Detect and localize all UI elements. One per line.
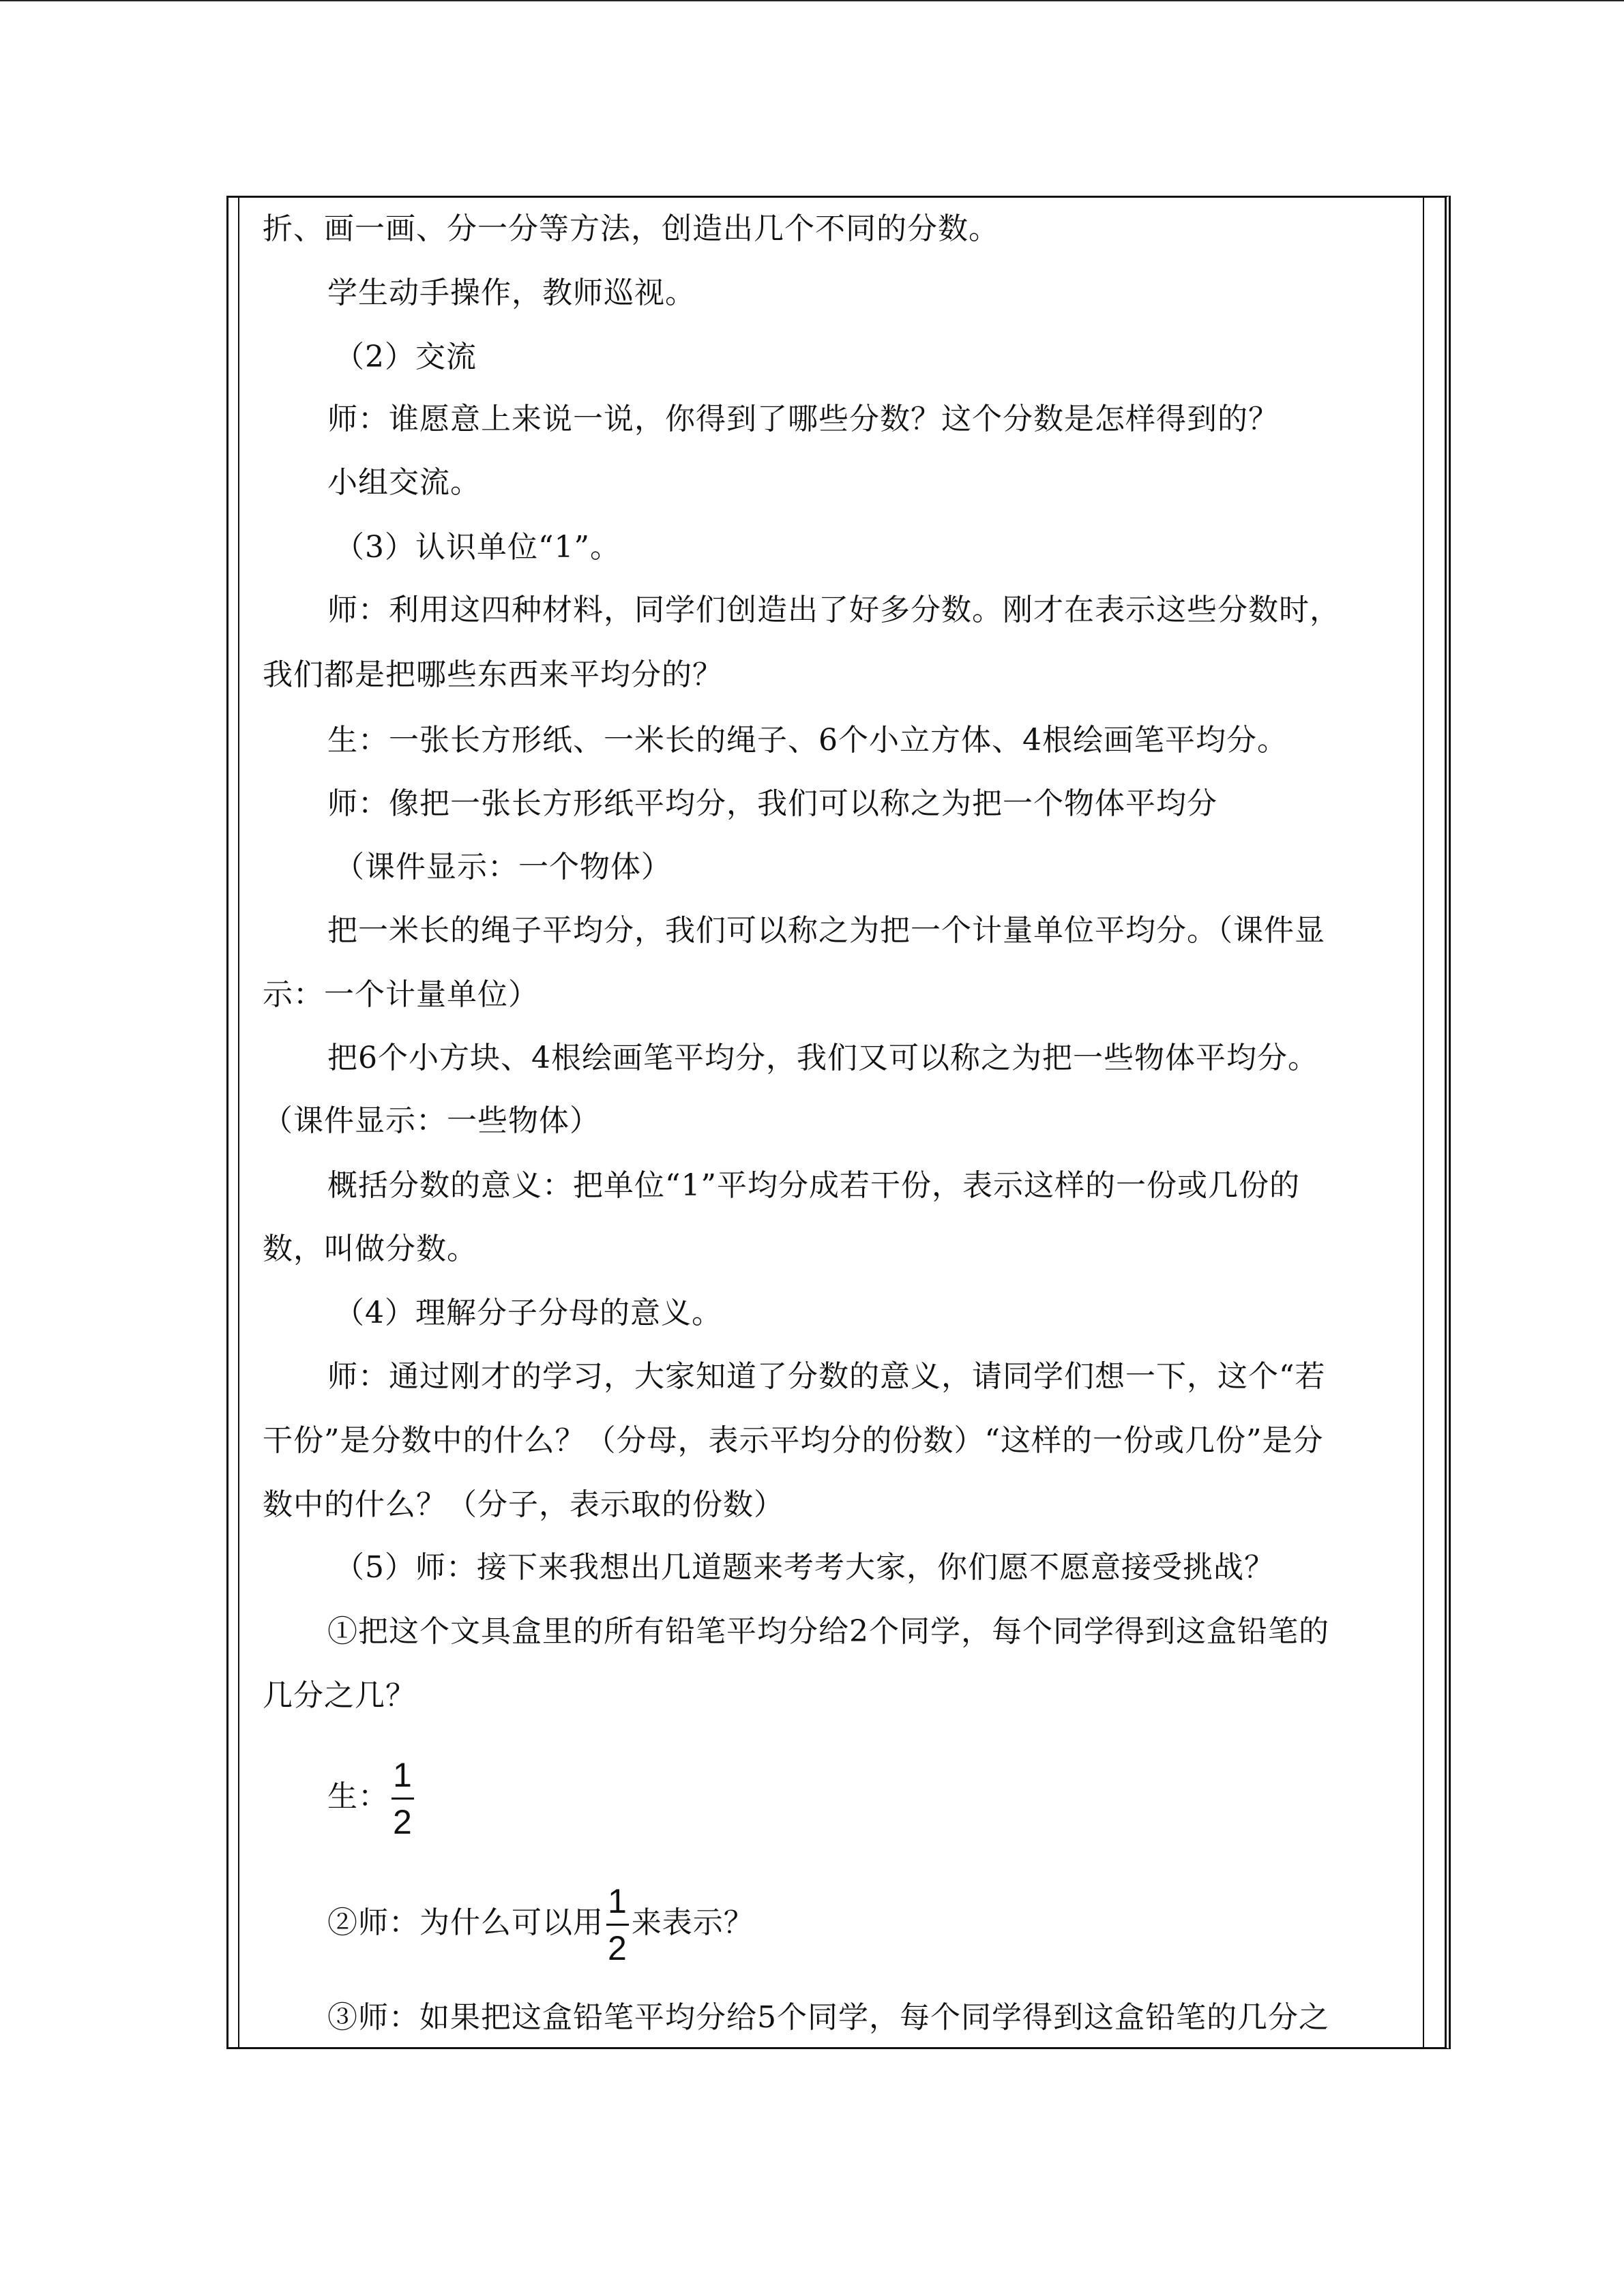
text-line-26 (327, 1875, 754, 1971)
question-prefix: ②师：为什么可以用 (327, 1905, 604, 1940)
fraction-denominator: 2 (608, 1929, 628, 1967)
text-line-19: 师：通过刚才的学习，大家知道了分数的意义，请同学们想一下，这个“若 (327, 1359, 1326, 1394)
text-line-10: 师：像把一张长方形纸平均分，我们可以称之为把一个物体平均分 (327, 786, 1217, 821)
text-line-22: （5）师：接下来我想出几道题来考考大家，你们愿不愿意接受挑战？ (334, 1550, 1275, 1585)
text-line-12: 把一米长的绳子平均分，我们可以称之为把一个计量单位平均分。（课件显 (327, 913, 1325, 948)
text-line-23: ①把这个文具盒里的所有铅笔平均分给2个同学，每个同学得到这盒铅笔的 (327, 1614, 1329, 1649)
fraction-one-half-inline (606, 1881, 629, 1968)
fraction-numerator: 1 (393, 1756, 413, 1794)
text-line-16: 概括分数的意义：把单位“1”平均分成若干份，表示这样的一份或几份的 (327, 1168, 1300, 1203)
text-line-27: ③师：如果把这盒铅笔平均分给5个同学，每个同学得到这盒铅笔的几分之 (327, 2000, 1329, 2035)
text-line-25 (327, 1749, 417, 1845)
text-line-03: （2）交流 (334, 340, 477, 374)
text-line-04: 师：谁愿意上来说一说，你得到了哪些分数？这个分数是怎样得到的？ (327, 402, 1279, 436)
text-line-20: 干份”是分数中的什么？（分母，表示平均分的份数）“这样的一份或几份”是分 (263, 1423, 1324, 1458)
question-suffix: 来表示？ (631, 1905, 754, 1940)
page-top-border (0, 0, 1624, 1)
fraction-denominator: 2 (393, 1803, 413, 1841)
fraction-one-half (392, 1755, 414, 1842)
text-line-08: 我们都是把哪些东西来平均分的？ (263, 657, 723, 692)
table-inner-right-rule (1423, 198, 1424, 2047)
fraction-bar (606, 1924, 629, 1926)
text-line-11: （课件显示：一个物体） (334, 850, 672, 884)
text-line-06: （3）认识单位“1”。 (334, 530, 621, 565)
fraction-numerator: 1 (608, 1882, 628, 1920)
text-line-09: 生：一张长方形纸、一米长的绳子、6个小立方体、4根绘画笔平均分。 (327, 723, 1288, 758)
text-line-18: （4）理解分子分母的意义。 (334, 1296, 722, 1330)
answer-prefix: 生： (327, 1779, 389, 1814)
table-inner-left-rule (238, 198, 239, 2047)
text-line-17: 数，叫做分数。 (263, 1232, 477, 1266)
text-line-21: 数中的什么？（分子，表示取的份数） (263, 1487, 784, 1522)
text-line-14: 把6个小方块、4根绘画笔平均分，我们又可以称之为把一些物体平均分。 (327, 1041, 1318, 1075)
text-line-02: 学生动手操作，教师巡视。 (327, 275, 696, 310)
text-line-01: 折、画一画、分一分等方法，创造出几个不同的分数。 (263, 211, 999, 246)
text-line-13: 示：一个计量单位） (263, 977, 539, 1012)
text-line-24: 几分之几？ (263, 1678, 416, 1713)
fraction-bar (392, 1798, 414, 1800)
text-line-05: 小组交流。 (327, 465, 481, 500)
text-line-15: （课件显示：一些物体） (263, 1103, 600, 1138)
text-line-07: 师：利用这四种材料，同学们创造出了好多分数。刚才在表示这些分数时， (327, 593, 1340, 627)
